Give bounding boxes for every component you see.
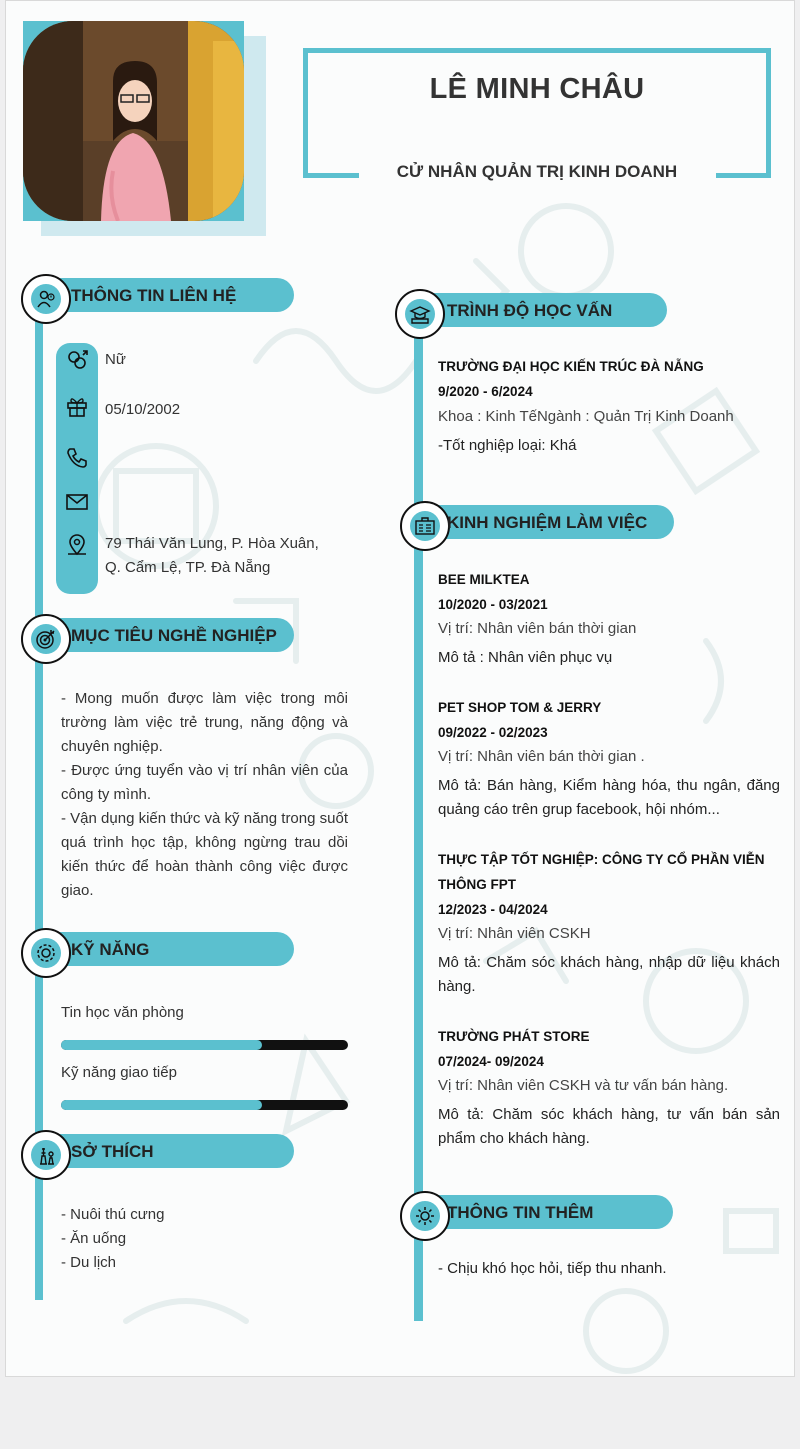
- extra-header-badge: [400, 1191, 450, 1241]
- experience-heading: KINH NGHIỆM LÀM VIỆC: [447, 513, 648, 532]
- hobby-item: - Ăn uống: [61, 1230, 127, 1247]
- objective-paragraph-3: - Vận dụng kiến thức và kỹ năng trong suốt quá trình học tập, không ngừng trau dồi kiến thức để hoàn thành công việc được giao.: [61, 810, 348, 899]
- candidate-name: LÊ MINH CHÂU: [429, 73, 645, 105]
- education-heading: TRÌNH ĐỘ HỌC VẤN: [447, 301, 613, 320]
- job-company: THỰC TẬP TỐT NGHIỆP: CÔNG TY CỔ PHẦN VIỄN THÔNG FPT: [438, 852, 765, 892]
- gift-icon: [65, 394, 89, 418]
- extra-text: - Chịu khó học hỏi, tiếp thu nhanh.: [438, 1260, 667, 1277]
- objective-heading: MỤC TIÊU NGHỀ NGHIỆP: [71, 626, 277, 645]
- job-description: Mô tả: Chăm sóc khách hàng, tư vấn bán sản phẩm cho khách hàng.: [438, 1106, 780, 1147]
- job-position: Vị trí: Nhân viên bán thời gian .: [438, 748, 645, 765]
- skill-bar-fill: [61, 1040, 262, 1050]
- job-position: Vị trí: Nhân viên CSKH: [438, 925, 591, 942]
- job-position: Vị trí: Nhân viên bán thời gian: [438, 620, 637, 637]
- job-company: BEE MILKTEA: [438, 572, 530, 587]
- hobby-item: - Nuôi thú cưng: [61, 1206, 165, 1223]
- graduation-icon: [405, 299, 435, 329]
- job-position: Vị trí: Nhân viên CSKH và tư vấn bán hàng.: [438, 1077, 729, 1094]
- skill-bar: [61, 1100, 348, 1110]
- job-company: PET SHOP TOM & JERRY: [438, 700, 602, 715]
- settings-icon: [410, 1201, 440, 1231]
- job-dates: 09/2022 - 02/2023: [438, 725, 548, 740]
- hobby-item: - Du lịch: [61, 1254, 117, 1271]
- skill-bar-fill: [61, 1100, 262, 1110]
- briefcase-icon: [410, 511, 440, 541]
- gender-value: Nữ: [105, 351, 126, 368]
- job-description: Mô tả: Bán hàng, Kiểm hàng hóa, thu ngân, đăng quảng cáo trên grup facebook, hội nhóm...: [438, 777, 780, 818]
- job-description: Mô tả: Chăm sóc khách hàng, nhập dữ liệu khách hàng.: [438, 954, 780, 995]
- education-dates: 9/2020 - 6/2024: [438, 384, 533, 399]
- phone-icon: [65, 446, 89, 470]
- experience-header-badge: [400, 501, 450, 551]
- user-info-icon: [31, 284, 61, 314]
- education-major: Khoa : Kinh TếNgành : Quản Trị Kinh Doanh: [438, 408, 734, 425]
- objective-header-badge: [21, 614, 71, 664]
- gear-icon: [31, 938, 61, 968]
- skill-name: Tin học văn phòng: [61, 1004, 184, 1021]
- hobbies-heading: SỞ THÍCH: [71, 1142, 154, 1161]
- target-icon: [31, 624, 61, 654]
- contact-heading: THÔNG TIN LIÊN HỆ: [71, 286, 237, 305]
- job-dates: 07/2024- 09/2024: [438, 1054, 544, 1069]
- gender-icon: [65, 348, 89, 372]
- job-dates: 10/2020 - 03/2021: [438, 597, 548, 612]
- skills-heading: KỸ NĂNG: [71, 940, 150, 959]
- chess-icon: [31, 1140, 61, 1170]
- contact-header-badge: [21, 274, 71, 324]
- address-line-2: Q. Cẩm Lệ, TP. Đà Nẵng: [105, 559, 271, 576]
- email-icon: [65, 490, 89, 514]
- skill-bar: [61, 1040, 348, 1050]
- job-company: TRƯỜNG PHÁT STORE: [438, 1029, 590, 1044]
- education-header-badge: [395, 289, 445, 339]
- profile-photo: [23, 21, 244, 221]
- name-frame: [303, 48, 771, 178]
- birthday-value: 05/10/2002: [105, 401, 181, 418]
- job-dates: 12/2023 - 04/2024: [438, 902, 548, 917]
- education-grade: -Tốt nghiệp loại: Khá: [438, 437, 577, 454]
- job-description: Mô tả : Nhân viên phục vụ: [438, 649, 613, 666]
- school-name: TRƯỜNG ĐẠI HỌC KIẾN TRÚC ĐÀ NẴNG: [438, 359, 704, 374]
- objective-paragraph-1: - Mong muốn được làm việc trong môi trường làm việc trẻ trung, năng động và chuyên nghiệp.: [61, 690, 348, 755]
- skill-name: Kỹ năng giao tiếp: [61, 1064, 177, 1081]
- hobbies-header-badge: [21, 1130, 71, 1180]
- right-timeline: [414, 321, 423, 1321]
- objective-paragraph-2: - Được ứng tuyển vào vị trí nhân viên của công ty mình.: [61, 762, 348, 803]
- candidate-title: CỬ NHÂN QUẢN TRỊ KINH DOANH: [396, 162, 678, 181]
- cv-page: [5, 0, 795, 1377]
- location-icon: [65, 533, 89, 557]
- extra-heading: THÔNG TIN THÊM: [447, 1203, 594, 1222]
- address-line-1: 79 Thái Văn Lung, P. Hòa Xuân,: [105, 535, 319, 552]
- skills-header-badge: [21, 928, 71, 978]
